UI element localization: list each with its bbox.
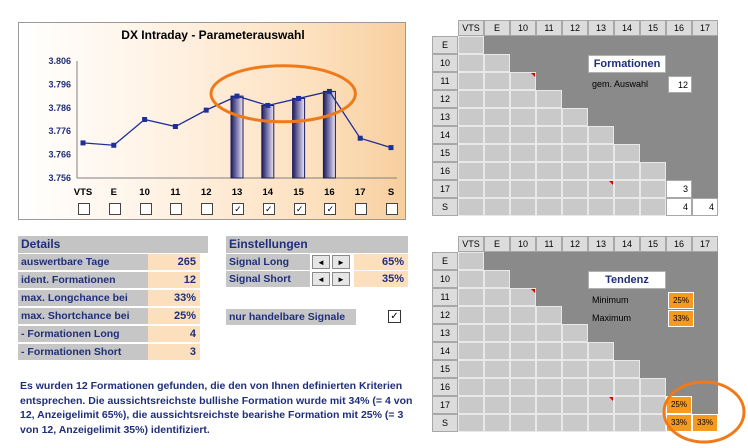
grid-row-header: 11 bbox=[432, 288, 458, 306]
grid-cell[interactable] bbox=[588, 180, 614, 198]
grid-cell[interactable] bbox=[484, 90, 510, 108]
grid-cell[interactable] bbox=[640, 180, 666, 198]
grid-cell[interactable] bbox=[458, 414, 484, 432]
grid-cell[interactable] bbox=[458, 126, 484, 144]
x-tick-label: 12 bbox=[200, 187, 212, 198]
grid-cell[interactable] bbox=[640, 198, 666, 216]
grid-cell[interactable] bbox=[484, 162, 510, 180]
tradable-signals-label: nur handelbare Signale bbox=[226, 309, 356, 326]
grid-row-header: 10 bbox=[432, 54, 458, 72]
grid-cell[interactable] bbox=[458, 252, 484, 270]
data-point bbox=[81, 140, 86, 145]
highlight-bar bbox=[262, 105, 274, 178]
grid-column-header: 11 bbox=[536, 20, 562, 36]
grid-cell[interactable] bbox=[588, 396, 614, 414]
signal-short-label: Signal Short bbox=[226, 271, 310, 288]
grid-column-header: VTS bbox=[458, 20, 484, 36]
grid-cell[interactable] bbox=[588, 342, 614, 360]
formations-count-value: 12 bbox=[668, 76, 692, 93]
data-point bbox=[235, 94, 240, 99]
grid-column-header: 15 bbox=[640, 20, 666, 36]
x-filter-checkbox[interactable]: ✓ bbox=[294, 203, 306, 215]
grid-cell[interactable] bbox=[562, 342, 588, 360]
result-description: Es wurden 12 Formationen gefunden, die den von Ihnen definierten Kriterien entsprechen. Die aussichtsreichste bullishe Formation wurde mit 34% (= 4 von 12, Anzeigelimit 65%), die aussichtsreichste bearishe Formation mit 25% (= 3 von 12, Anzeigelimit 35%) identifiziert. bbox=[20, 380, 413, 436]
grid-cell[interactable] bbox=[536, 396, 562, 414]
signal-long-decrease-button[interactable]: ◄ bbox=[312, 255, 330, 269]
details-row-value: 3 bbox=[148, 344, 200, 361]
grid-cell[interactable] bbox=[510, 90, 536, 108]
grid-cell[interactable] bbox=[484, 378, 510, 396]
details-row-label: ident. Formationen bbox=[18, 272, 148, 289]
grid-cell[interactable] bbox=[458, 360, 484, 378]
signal-long-spinner bbox=[310, 254, 354, 267]
grid-cell[interactable] bbox=[536, 180, 562, 198]
comment-indicator-icon bbox=[531, 73, 535, 77]
grid-column-header: 15 bbox=[640, 236, 666, 252]
grid-cell[interactable] bbox=[588, 414, 614, 432]
grid-cell[interactable] bbox=[562, 360, 588, 378]
grid-cell[interactable] bbox=[484, 324, 510, 342]
grid-cell[interactable] bbox=[536, 414, 562, 432]
y-tick-label: 3.756 bbox=[48, 173, 71, 183]
grid-cell[interactable] bbox=[458, 378, 484, 396]
x-tick-label: 11 bbox=[170, 187, 181, 198]
grid-row-header: 17 bbox=[432, 180, 458, 198]
grid-cell[interactable] bbox=[484, 288, 510, 306]
grid-column-header: E bbox=[484, 236, 510, 252]
grid-row-header: 14 bbox=[432, 126, 458, 144]
grid-cell[interactable] bbox=[510, 162, 536, 180]
grid-row-header: 16 bbox=[432, 162, 458, 180]
grid-cell[interactable] bbox=[510, 72, 536, 90]
grid-cell[interactable] bbox=[562, 396, 588, 414]
grid-cell[interactable] bbox=[458, 324, 484, 342]
grid-cell[interactable] bbox=[510, 306, 536, 324]
grid-cell[interactable] bbox=[536, 306, 562, 324]
x-filter-checkbox[interactable]: ✓ bbox=[263, 203, 275, 215]
grid-cell[interactable] bbox=[562, 126, 588, 144]
signal-short-decrease-button[interactable]: ◄ bbox=[312, 272, 330, 286]
line-chart bbox=[19, 23, 407, 221]
grid-cell[interactable] bbox=[562, 108, 588, 126]
grid-cell[interactable] bbox=[484, 144, 510, 162]
grid-row-header: 17 bbox=[432, 396, 458, 414]
formation-cell-17-16[interactable]: 3 bbox=[666, 180, 692, 198]
chart-title: DX Intraday - Parameterauswahl bbox=[121, 28, 305, 42]
signal-long-label: Signal Long bbox=[226, 254, 310, 271]
grid-cell[interactable] bbox=[484, 414, 510, 432]
grid-row-header: 14 bbox=[432, 342, 458, 360]
signal-long-increase-button[interactable]: ► bbox=[332, 255, 350, 269]
grid-cell[interactable] bbox=[484, 180, 510, 198]
comment-indicator-icon bbox=[531, 289, 535, 293]
x-filter-checkbox[interactable] bbox=[201, 203, 213, 215]
comment-indicator-icon bbox=[609, 181, 613, 185]
grid-row-header: 11 bbox=[432, 72, 458, 90]
highlight-bar bbox=[231, 96, 243, 178]
grid-cell[interactable] bbox=[588, 126, 614, 144]
formation-grid bbox=[432, 20, 748, 218]
grid-cell[interactable] bbox=[458, 198, 484, 216]
comment-indicator-icon bbox=[609, 397, 613, 401]
grid-cell[interactable] bbox=[484, 396, 510, 414]
grid-cell[interactable] bbox=[536, 378, 562, 396]
grid-row-header: 15 bbox=[432, 360, 458, 378]
y-tick-label: 3.766 bbox=[48, 149, 71, 160]
data-point bbox=[358, 136, 363, 141]
grid-column-header: 11 bbox=[536, 236, 562, 252]
grid-cell[interactable] bbox=[562, 180, 588, 198]
grid-column-header: 14 bbox=[614, 20, 640, 36]
grid-cell[interactable] bbox=[510, 144, 536, 162]
formations-box-title: Formationen bbox=[588, 55, 666, 73]
grid-column-header: 17 bbox=[692, 236, 718, 252]
grid-cell[interactable] bbox=[458, 396, 484, 414]
grid-cell[interactable] bbox=[458, 270, 484, 288]
grid-cell[interactable] bbox=[510, 324, 536, 342]
grid-cell[interactable] bbox=[484, 72, 510, 90]
grid-cell[interactable] bbox=[536, 144, 562, 162]
grid-cell[interactable] bbox=[484, 270, 510, 288]
tradable-signals-checkbox[interactable]: ✓ bbox=[388, 310, 401, 323]
grid-column-header: 12 bbox=[562, 20, 588, 36]
grid-cell[interactable] bbox=[640, 162, 666, 180]
grid-cell[interactable] bbox=[484, 126, 510, 144]
grid-cell[interactable] bbox=[458, 72, 484, 90]
y-tick-label: 3.776 bbox=[48, 126, 71, 137]
details-row-label: - Formationen Long bbox=[18, 326, 148, 343]
highlight-bar bbox=[323, 91, 335, 178]
chart-panel bbox=[18, 22, 406, 220]
grid-cell[interactable] bbox=[614, 180, 640, 198]
x-filter-checkbox[interactable] bbox=[140, 203, 152, 215]
grid-cell[interactable] bbox=[562, 198, 588, 216]
grid-cell[interactable] bbox=[614, 198, 640, 216]
grid-cell[interactable] bbox=[536, 162, 562, 180]
details-row-label: - Formationen Short bbox=[18, 344, 148, 361]
grid-cell[interactable] bbox=[588, 162, 614, 180]
details-row-value: 265 bbox=[148, 254, 200, 271]
signal-short-spinner bbox=[310, 271, 354, 284]
x-tick-label: 15 bbox=[293, 187, 304, 198]
x-filter-checkbox[interactable] bbox=[386, 203, 398, 215]
grid-column-header: 17 bbox=[692, 20, 718, 36]
x-tick-label: 17 bbox=[354, 187, 366, 198]
grid-cell[interactable] bbox=[614, 378, 640, 396]
x-filter-checkbox[interactable] bbox=[170, 203, 182, 215]
grid-cell[interactable] bbox=[562, 162, 588, 180]
grid-cell[interactable] bbox=[536, 108, 562, 126]
grid-column-header: VTS bbox=[458, 236, 484, 252]
x-tick-label: 13 bbox=[231, 187, 243, 198]
grid-cell[interactable] bbox=[588, 198, 614, 216]
grid-column-header: 10 bbox=[510, 20, 536, 36]
signal-short-increase-button[interactable]: ► bbox=[332, 272, 350, 286]
grid-cell[interactable] bbox=[562, 324, 588, 342]
grid-cell[interactable] bbox=[484, 54, 510, 72]
y-tick-label: 3.806 bbox=[48, 56, 71, 66]
grid-cell[interactable] bbox=[536, 360, 562, 378]
data-point bbox=[173, 124, 178, 129]
details-row-label: max. Shortchance bei bbox=[18, 308, 148, 325]
grid-cell[interactable] bbox=[510, 342, 536, 360]
data-point bbox=[327, 89, 332, 94]
grid-row-header: E bbox=[432, 252, 458, 270]
tendency-cell-S-16[interactable]: 33% bbox=[666, 414, 692, 432]
grid-cell[interactable] bbox=[562, 378, 588, 396]
grid-cell[interactable] bbox=[458, 162, 484, 180]
grid-cell[interactable] bbox=[588, 378, 614, 396]
grid-cell[interactable] bbox=[484, 360, 510, 378]
grid-cell[interactable] bbox=[484, 198, 510, 216]
grid-cell[interactable] bbox=[510, 378, 536, 396]
grid-cell[interactable] bbox=[588, 360, 614, 378]
x-filter-checkbox[interactable]: ✓ bbox=[324, 203, 336, 215]
tendency-min-label: Minimum bbox=[592, 295, 629, 305]
tendency-cell-S-17[interactable]: 33% bbox=[692, 414, 718, 432]
data-point bbox=[204, 108, 209, 113]
grid-column-header: 16 bbox=[666, 20, 692, 36]
tendency-min-value: 25% bbox=[668, 292, 694, 309]
grid-cell[interactable] bbox=[536, 342, 562, 360]
data-point bbox=[142, 117, 147, 122]
grid-column-header: 13 bbox=[588, 20, 614, 36]
grid-cell[interactable] bbox=[536, 90, 562, 108]
grid-cell[interactable] bbox=[536, 324, 562, 342]
grid-cell[interactable] bbox=[536, 126, 562, 144]
grid-cell[interactable] bbox=[484, 342, 510, 360]
settings-heading: Einstellungen bbox=[226, 236, 408, 253]
grid-cell[interactable] bbox=[458, 180, 484, 198]
formations-count-label: gem. Auswahl bbox=[592, 79, 649, 89]
grid-cell[interactable] bbox=[458, 342, 484, 360]
grid-row-header: 12 bbox=[432, 306, 458, 324]
grid-cell[interactable] bbox=[458, 288, 484, 306]
grid-row-header: 13 bbox=[432, 108, 458, 126]
x-filter-checkbox[interactable] bbox=[109, 203, 121, 215]
y-tick-label: 3.796 bbox=[48, 79, 71, 90]
grid-row-header: 15 bbox=[432, 144, 458, 162]
grid-cell[interactable] bbox=[458, 306, 484, 324]
grid-column-header: 13 bbox=[588, 236, 614, 252]
tendency-box-title: Tendenz bbox=[588, 271, 666, 289]
y-tick-label: 3.786 bbox=[48, 102, 71, 113]
highlight-bar bbox=[293, 98, 305, 178]
grid-cell[interactable] bbox=[510, 108, 536, 126]
x-filter-checkbox[interactable]: ✓ bbox=[232, 203, 244, 215]
grid-row-header: S bbox=[432, 198, 458, 216]
grid-cell[interactable] bbox=[614, 144, 640, 162]
grid-cell[interactable] bbox=[458, 144, 484, 162]
x-tick-label: VTS bbox=[73, 187, 93, 198]
details-row-label: max. Longchance bei bbox=[18, 290, 148, 307]
tendency-cell-17-16[interactable]: 25% bbox=[666, 396, 692, 414]
formation-cell-S-17[interactable]: 4 bbox=[692, 198, 718, 216]
highlight-ellipse bbox=[656, 378, 748, 448]
grid-cell[interactable] bbox=[510, 414, 536, 432]
grid-row-header: 10 bbox=[432, 270, 458, 288]
data-point bbox=[296, 96, 301, 101]
grid-cell[interactable] bbox=[614, 162, 640, 180]
details-row-label: auswertbare Tage bbox=[18, 254, 148, 271]
details-row-value: 12 bbox=[148, 272, 200, 289]
data-point bbox=[111, 143, 116, 148]
grid-row-header: S bbox=[432, 414, 458, 432]
data-point bbox=[389, 145, 394, 150]
details-row-value: 33% bbox=[148, 290, 200, 307]
grid-column-header: 14 bbox=[614, 236, 640, 252]
grid-cell[interactable] bbox=[458, 36, 484, 54]
grid-cell[interactable] bbox=[614, 414, 640, 432]
grid-cell[interactable] bbox=[614, 396, 640, 414]
x-tick-label: 14 bbox=[262, 187, 274, 198]
grid-cell[interactable] bbox=[562, 144, 588, 162]
grid-cell[interactable] bbox=[510, 396, 536, 414]
details-row-value: 4 bbox=[148, 326, 200, 343]
grid-cell[interactable] bbox=[588, 144, 614, 162]
details-heading: Details bbox=[18, 236, 208, 253]
grid-cell[interactable] bbox=[536, 198, 562, 216]
grid-column-header: 10 bbox=[510, 236, 536, 252]
grid-cell[interactable] bbox=[510, 198, 536, 216]
grid-cell[interactable] bbox=[484, 306, 510, 324]
grid-cell[interactable] bbox=[510, 180, 536, 198]
highlight-ellipse-shape bbox=[664, 382, 744, 442]
grid-cell[interactable] bbox=[510, 126, 536, 144]
grid-row-header: 13 bbox=[432, 324, 458, 342]
grid-cell[interactable] bbox=[458, 54, 484, 72]
x-tick-label: S bbox=[387, 187, 395, 198]
grid-column-header: 16 bbox=[666, 236, 692, 252]
tendency-max-value: 33% bbox=[668, 310, 694, 327]
x-filter-checkbox[interactable] bbox=[78, 203, 90, 215]
x-tick-label: 10 bbox=[139, 187, 150, 198]
formation-cell-S-16[interactable]: 4 bbox=[666, 198, 692, 216]
signal-long-value[interactable]: 65% bbox=[354, 254, 408, 271]
grid-row-header: E bbox=[432, 36, 458, 54]
grid-row-header: 12 bbox=[432, 90, 458, 108]
details-row-value: 25% bbox=[148, 308, 200, 325]
grid-cell[interactable] bbox=[562, 414, 588, 432]
grid-cell[interactable] bbox=[614, 360, 640, 378]
grid-cell[interactable] bbox=[458, 90, 484, 108]
grid-cell[interactable] bbox=[510, 288, 536, 306]
grid-cell[interactable] bbox=[510, 360, 536, 378]
grid-cell[interactable] bbox=[458, 108, 484, 126]
signal-short-value[interactable]: 35% bbox=[354, 271, 408, 288]
grid-cell[interactable] bbox=[484, 108, 510, 126]
x-tick-label: 16 bbox=[324, 187, 335, 198]
data-point bbox=[265, 103, 270, 108]
grid-column-header: E bbox=[484, 20, 510, 36]
x-tick-label: E bbox=[110, 187, 117, 198]
grid-column-header: 12 bbox=[562, 236, 588, 252]
tendency-max-label: Maximum bbox=[592, 313, 632, 323]
x-filter-checkbox[interactable] bbox=[355, 203, 367, 215]
grid-row-header: 16 bbox=[432, 378, 458, 396]
tendency-grid bbox=[432, 236, 748, 441]
